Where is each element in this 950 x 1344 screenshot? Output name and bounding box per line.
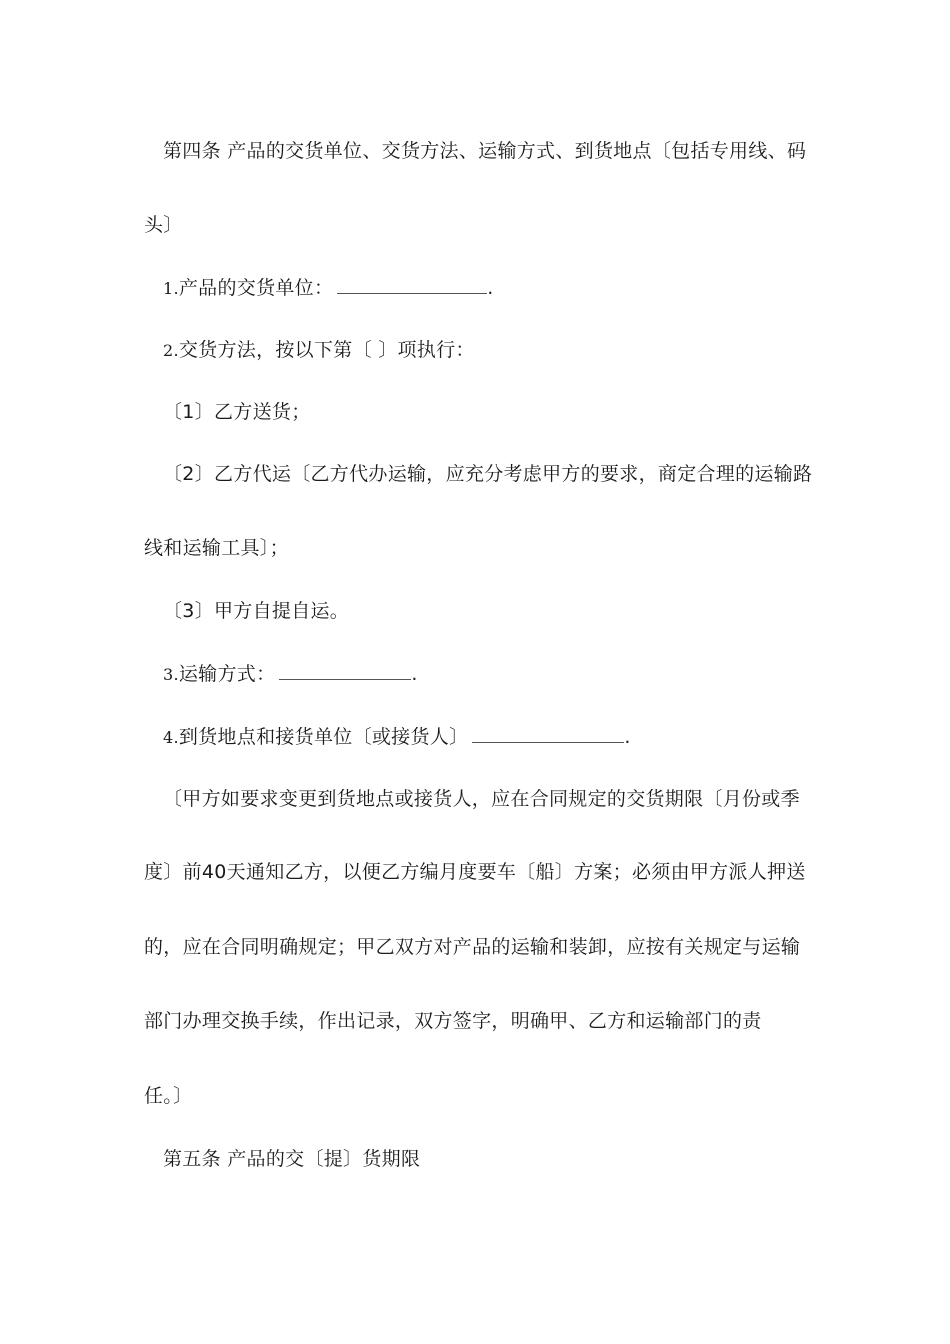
item-2 — [163, 338, 475, 363]
item-4-period: . — [624, 726, 631, 748]
item-2-number: 2. — [163, 341, 179, 360]
item-2-text: 交货方法，按以下第〔 〕项执行： — [178, 339, 475, 361]
option-3: 〔3〕甲方自提自运。 — [163, 600, 350, 622]
note-line-1: 〔甲方如要求变更到货地点或接货人，应在合同规定的交货期限〔月份或季 — [163, 788, 800, 810]
option-2-line-1: 〔2〕乙方代运〔乙方代办运输，应充分考虑甲方的要求，商定合理的运输路 — [163, 463, 813, 485]
item-3-text: 运输方式： — [178, 663, 276, 685]
option-2-line-2: 线和运输工具〕； — [144, 537, 289, 559]
note-line-2: 度〕前40天通知乙方，以便乙方编月度要车〔船〕方案；必须由甲方派人押送 — [144, 861, 806, 883]
note-line-5: 任。〕 — [144, 1085, 193, 1107]
item-1 — [163, 275, 494, 301]
item-3 — [163, 661, 418, 687]
article-5-title: 第五条 产品的交〔提〕货期限 — [163, 1148, 421, 1170]
item-3-number: 3. — [163, 665, 179, 684]
item-3-blank-field[interactable] — [279, 661, 411, 680]
item-1-blank-field[interactable] — [337, 275, 487, 294]
item-1-period: . — [487, 277, 494, 299]
item-1-number: 1. — [163, 279, 179, 298]
item-4-blank-field[interactable] — [472, 724, 624, 743]
option-1: 〔1〕乙方送货； — [163, 401, 311, 423]
item-4-text: 到货地点和接货单位〔或接货人〕 — [178, 726, 469, 748]
note-line-3: 的，应在合同明确规定；甲乙双方对产品的运输和装卸，应按有关规定与运输 — [144, 936, 801, 958]
note-line-4: 部门办理交换手续，作出记录，双方签字，明确甲、乙方和运输部门的责 — [144, 1010, 762, 1032]
item-3-period: . — [411, 663, 418, 685]
item-1-text: 产品的交货单位： — [178, 277, 334, 299]
article-4-title-line-2: 头〕 — [144, 214, 183, 236]
item-4 — [163, 724, 631, 750]
article-4-title-line-1: 第四条 产品的交货单位、交货方法、运输方式、到货地点〔包括专用线、码 — [163, 140, 807, 162]
item-4-number: 4. — [163, 728, 179, 747]
